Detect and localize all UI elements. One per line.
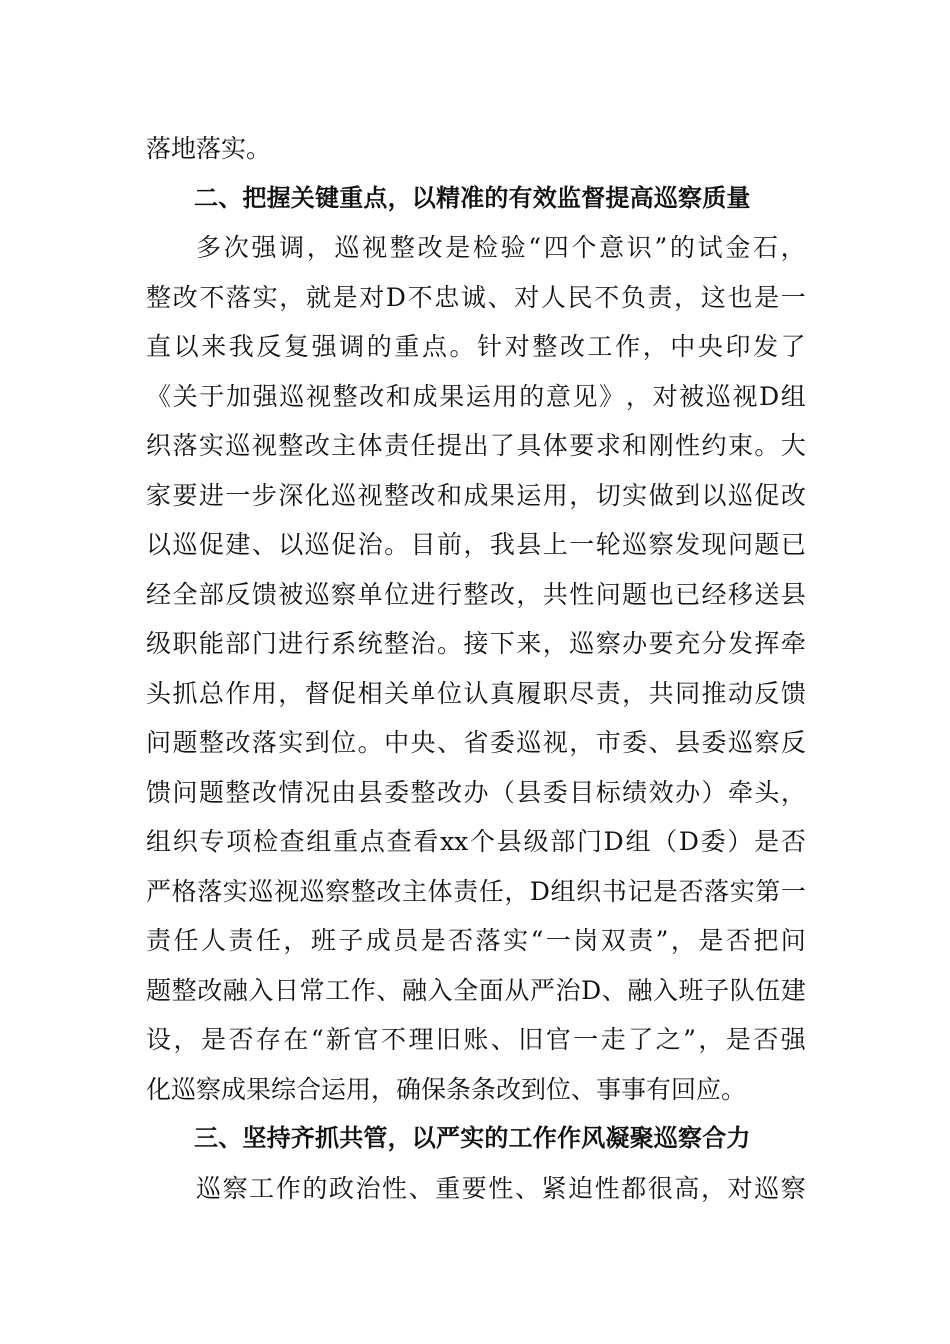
section-heading: 二、把握关键重点，以精准的有效监督提高巡察质量 [194, 183, 751, 212]
section-heading: 三、坚持齐抓共管，以严实的工作作风凝聚巡察合力 [194, 1124, 751, 1152]
body-line: 经 全 部 反 馈 被 巡 察 单 位 进 行 整 改 ， 共 性 问 题 也 已 经 移 送 县 [146, 579, 806, 609]
paragraph-first-line: 巡 察 工 作 的 政 治 性 、 重 要 性 、 紧 迫 性 都 很 高 ， 对 巡 察 [196, 1173, 806, 1203]
body-line: 设 ， 是 否 存 在 “ 新 官 不 理 旧 账 、 旧 官 一 走 了 之 ” ， 是 否 强 [146, 1025, 806, 1054]
body-line: 级 职 能 部 门 进 行 系 统 整 治 。 接 下 来 ， 巡 察 办 要 充 分 发 挥 牵 [146, 629, 806, 658]
body-line: 责 任 人 责 任 ， 班 子 成 员 是 否 落 实 “ 一 岗 双 责 ” ， 是 否 把 问 [146, 926, 806, 955]
body-line: 题 整 改 融 入 日 常 工 作 、 融 入 全 面 从 严 治 D 、 融 入 班 子 队 伍 建 [146, 975, 806, 1005]
document-page [146, 124, 806, 1213]
body-line: 严 格 落 实 巡 视 巡 察 整 改 主 体 责 任 ， D 组 织 书 记 是 否 落 实 第 一 [146, 876, 806, 906]
body-line: 馈 问 题 整 改 情 况 由 县 委 整 改 办 （ 县 委 目 标 绩 效 办 ） 牵 头 ， [146, 777, 806, 807]
body-line: 直 以 来 我 反 复 强 调 的 重 点 。 针 对 整 改 工 作 ， 中 央 印 发 了 [146, 332, 806, 361]
body-line: 组 织 专 项 检 查 组 重 点 查 看 xx 个 县 级 部 门 D 组 （ D 委 ） 是 否 [146, 827, 806, 856]
body-line: 头 抓 总 作 用 ， 督 促 相 关 单 位 认 真 履 职 尽 责 ， 共 同 推 动 反 馈 [146, 678, 806, 708]
body-line-end: 落地落实。 [146, 134, 272, 163]
body-line: 问 题 整 改 落 实 到 位 。 中 央 、 省 委 巡 视 ， 市 委 、 县 委 巡 察 反 [146, 728, 806, 757]
body-line-end: 化巡察成果综合运用，确保条条改到位、事事有回应。 [146, 1074, 747, 1104]
body-line: 整 改 不 落 实 ， 就 是 对 D 不 忠 诚 、 对 人 民 不 负 责 ， 这 也 是 一 [146, 282, 806, 312]
paragraph-first-line: 多 次 强 调 ， 巡 视 整 改 是 检 验 “ 四 个 意 识 ” 的 试 金 石 ， [196, 233, 806, 262]
body-line: 以 巡 促 建 、 以 巡 促 治 。 目 前 ， 我 县 上 一 轮 巡 察 发 现 问 题 已 [146, 530, 806, 559]
body-line: 家 要 进 一 步 深 化 巡 视 整 改 和 成 果 运 用 ， 切 实 做 到 以 巡 促 改 [146, 480, 806, 510]
body-line: 《 关 于 加 强 巡 视 整 改 和 成 果 运 用 的 意 见 》 ， 对 被 巡 视 D 组 [146, 381, 806, 411]
body-line: 织 落 实 巡 视 整 改 主 体 责 任 提 出 了 具 体 要 求 和 刚 性 约 束 。 大 [146, 431, 806, 460]
